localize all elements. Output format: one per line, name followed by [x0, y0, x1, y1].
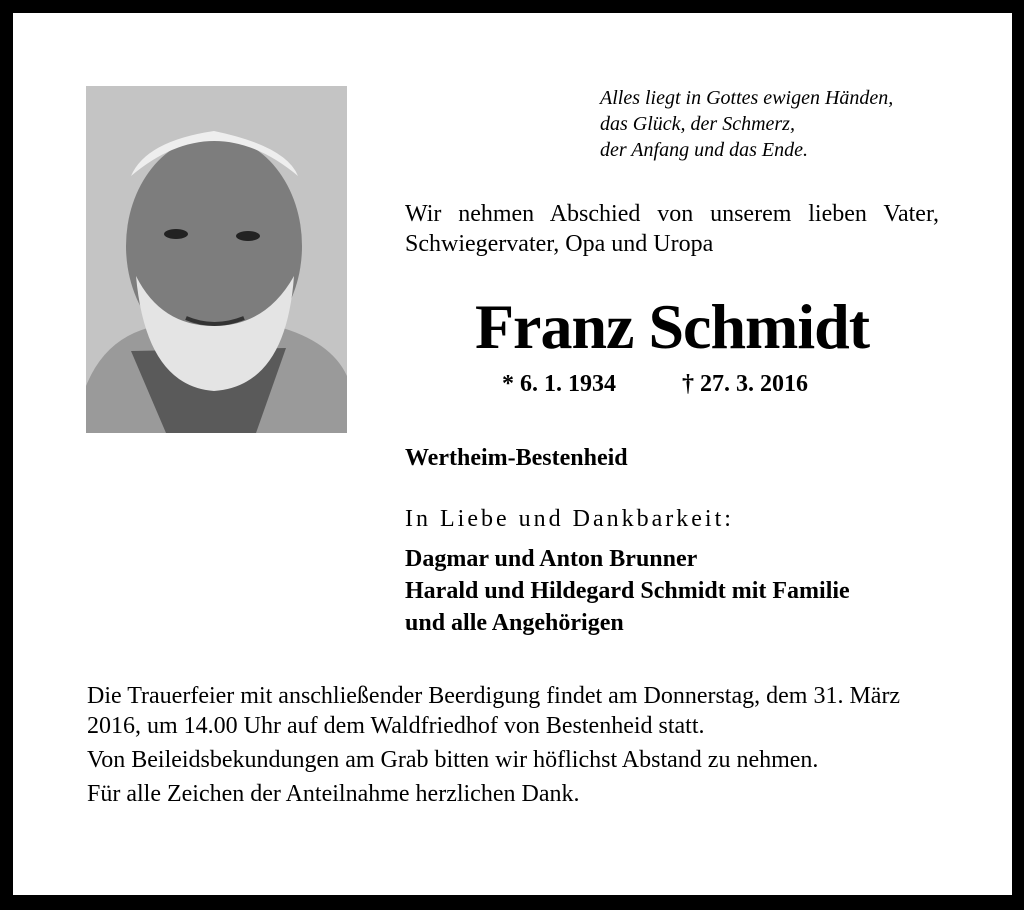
- funeral-info: Die Trauerfeier mit anschließender Beerdigung findet am Donnerstag, dem 31. März 2016, um 14.00 Uhr auf dem Waldfriedhof von Bestenheid statt.: [87, 683, 901, 739]
- birth-date: * 6. 1. 1934: [502, 371, 616, 397]
- family-member: Dagmar und Anton Brunner: [405, 546, 698, 572]
- obituary-notice: [13, 13, 1012, 895]
- footer-text: [87, 681, 939, 813]
- thanks-note: Für alle Zeichen der Anteilnahme herzlichen Dank.: [87, 781, 580, 807]
- thanks-label: In Liebe und Dankbarkeit:: [405, 506, 734, 532]
- death-date: † 27. 3. 2016: [682, 371, 808, 397]
- condolence-note: Von Beileidsbekundungen am Grab bitten wir höflichst Abstand zu nehmen.: [87, 747, 819, 773]
- poem-line: Alles liegt in Gottes ewigen Händen,: [600, 87, 894, 109]
- place: Wertheim-Bestenheid: [405, 445, 628, 471]
- family-member: und alle Angehörigen: [405, 610, 624, 636]
- family-list: [405, 543, 850, 639]
- deceased-name: Franz Schmidt: [474, 291, 870, 362]
- poem: [600, 85, 893, 163]
- poem-line: der Anfang und das Ende.: [600, 139, 808, 161]
- intro-text: Wir nehmen Abschied von unserem lieben Vater, Schwiegervater, Opa und Uropa: [405, 201, 939, 257]
- portrait-photo: [86, 86, 347, 433]
- family-member: Harald und Hildegard Schmidt mit Familie: [405, 578, 850, 604]
- poem-line: das Glück, der Schmerz,: [600, 113, 795, 135]
